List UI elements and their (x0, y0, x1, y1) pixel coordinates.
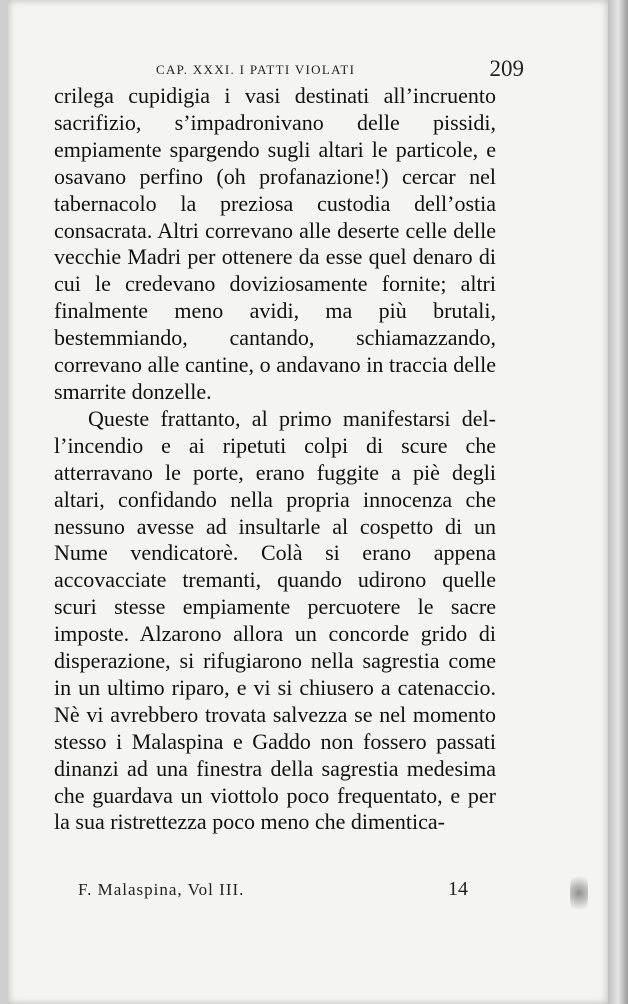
page-footer (78, 880, 468, 910)
page-number: 209 (489, 56, 524, 81)
paragraph: Queste frattanto, al primo manifestarsi del-l’incendio e ai ripetuti colpi di scure che atterravano le porte, erano fuggite a piè degli altari, confidando nella propria innocenza che nessuno avesse ad insultarle al cospetto di un Nume vendicatorè. Colà si erano appena accovacciate tremanti, quando udirono quelle scuri stesse empiamente percuotere le sacre imposte. Alzarono allora un concorde grido di disperazione, si rifugiarono nella sagrestia come in un ultimo riparo, e vi si chiusero a catenaccio. Nè vi avrebbero trovata salvezza se nel momento stesso i Malaspina e Gaddo non fossero passati dinanzi ad una finestra della sagrestia medesima che guardava un viottolo poco frequentato, e per la sua ristrettezza poco meno che dimentica- (54, 405, 496, 835)
page-header (156, 56, 524, 86)
running-head: CAP. XXXI. I PATTI VIOLATI (156, 62, 356, 77)
book-page (8, 0, 608, 1004)
signature-mark: F. Malaspina, Vol III. (78, 880, 245, 899)
paragraph-continued: crilega cupidigia i vasi destinati all’incruento sacrifizio, s’impadronivano delle pissidi, empiamente spargendo sugli altari le particole, e osavano perfino (oh profanazione!) cercar nel tabernacolo la preziosa custodia dell’ostia consacrata. Altri correvano alle deserte celle delle vecchie Madri per ottenere da esse quel denaro di cui le credevano doviziosamente fornite; altri finalmente meno avidi, ma più brutali, bestemmiando, cantando, schiamazzando, correvano alle cantine, o andavano in traccia delle smarrite donzelle. (54, 83, 496, 404)
ink-smudge (570, 870, 588, 916)
signature-number: 14 (448, 878, 468, 900)
page-edge (608, 0, 628, 1004)
body-text (54, 83, 496, 836)
